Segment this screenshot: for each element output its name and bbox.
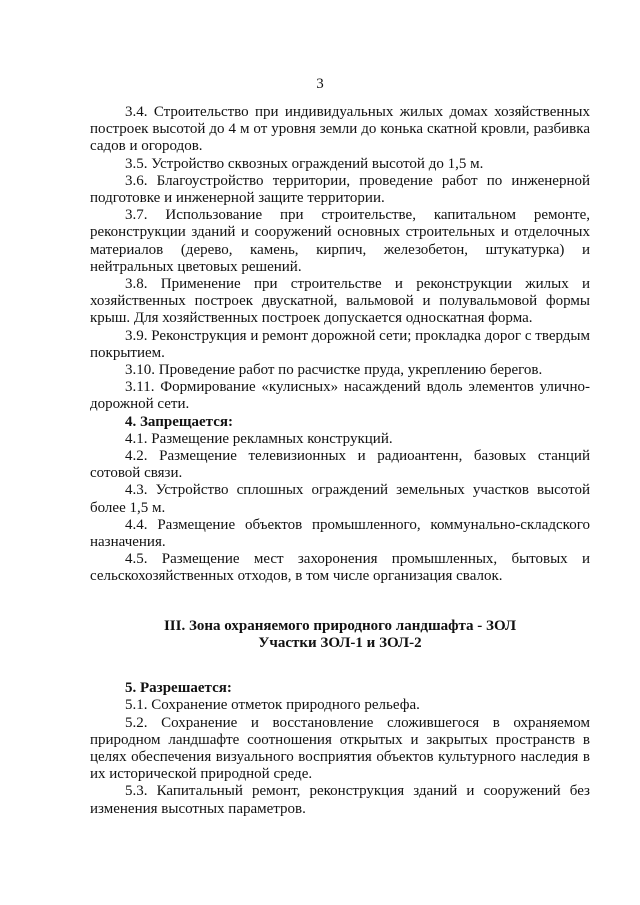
section-heading-subtitle: Участки ЗОЛ-1 и ЗОЛ-2 [258,634,422,651]
prohibited-heading: 4. Запрещается: [125,413,234,430]
clause-4-3: 4.3. Устройство сплошных ограждений земельных участков высотой более 1,5 м. [90,482,590,516]
clause-3-5: 3.5. Устройство сквозных ограждений высотой до 1,5 м. [125,155,484,172]
regulations-block-2 [90,680,590,818]
clause-4-5: 4.5. Размещение мест захоронения промышленных, бытовых и сельскохозяйственных отходов, в том числе организация свалок. [90,551,590,585]
clause-3-11: 3.11. Формирование «кулисных» насаждений вдоль элементов улично-дорожной сети. [90,379,590,413]
clause-3-4: 3.4. Строительство при индивидуальных жилых домах хозяйственных построек высотой до 4 м от уровня земли до конька скатной кровли, разбивка садов и огородов. [90,104,590,155]
clause-4-1: 4.1. Размещение рекламных конструкций. [125,430,393,447]
page-number: 3 [316,76,324,92]
clause-3-10: 3.10. Проведение работ по расчистке пруда, укреплению берегов. [125,362,543,379]
clause-5-3: 5.3. Капитальный ремонт, реконструкция зданий и сооружений без изменения высотных параметров. [90,783,590,817]
clause-3-7: 3.7. Использование при строительстве, капитальном ремонте, реконструкции зданий и сооружений основных строительных и отделочных материалов (дерево, камень, кирпич, железобетон, штукатурка) и нейтральных цветовых решений. [90,207,590,275]
clause-5-2: 5.2. Сохранение и восстановление сложившегося в охраняемом природном ландшафте соотношения открытых и закрытых пространств в целях обеспечения визуального восприятия объектов культурного наследия в их исторической природной среде. [90,714,590,783]
section-heading-title: III. Зона охраняемого природного ландшафта - ЗОЛ [163,617,517,634]
clause-3-6: 3.6. Благоустройство территории, проведение работ по инженерной подготовке и инженерной защите территории. [90,172,590,207]
clause-4-2: 4.2. Размещение телевизионных и радиоантенн, базовых станций сотовой связи. [90,448,590,482]
regulations-block-1 [90,104,590,586]
clause-3-8: 3.8. Применение при строительстве и реконструкции жилых и хозяйственных построек двускатной, вальмовой и полувальмовой формы крыш. Для хозяйственных построек допускается односкатная форма. [90,276,590,327]
clause-5-1: 5.1. Сохранение отметок природного рельефа. [125,697,420,714]
allowed-heading: 5. Разрешается: [125,680,232,697]
spacer [90,586,590,618]
clause-3-9: 3.9. Реконструкция и ремонт дорожной сети; прокладка дорог с твердым покрытием. [90,327,590,361]
document-body [90,104,590,818]
clause-4-4: 4.4. Размещение объектов промышленного, коммунально-складского назначения. [90,516,590,551]
spacer [90,652,590,680]
